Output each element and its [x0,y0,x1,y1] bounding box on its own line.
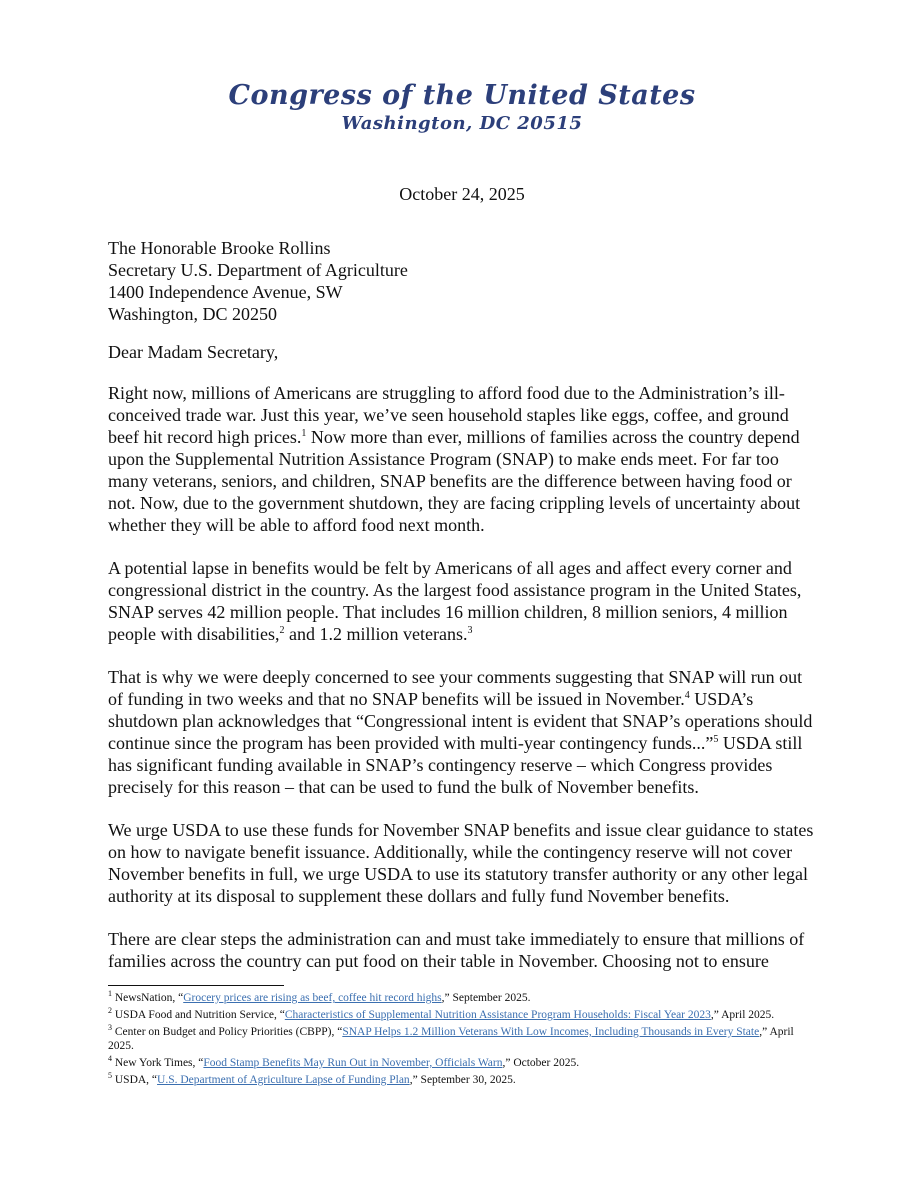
footnote-item [108,1025,820,1053]
recipient-street: 1400 Independence Avenue, SW [108,282,343,302]
footnote-number: 5 [108,1071,112,1080]
footnote-item [108,1008,820,1022]
footnote-source: Center on Budget and Policy Priorities (CBPP), “ [112,1026,343,1038]
recipient-title: Secretary U.S. Department of Agriculture [108,260,408,280]
footnote-divider [108,985,284,986]
footnote-item [108,1056,820,1070]
footnote-ref-3[interactable]: 3 [467,625,473,636]
footnote-date: ,” September 30, 2025. [409,1074,516,1086]
footnote-item [108,1073,820,1087]
footnote-number: 3 [108,1023,112,1032]
paragraph-4: We urge USDA to use these funds for November SNAP benefits and issue clear guidance to states on how to navigate benefit issuance. Additionally, while the contingency reserve will not cover November benefits in full, we urge USDA to use its statutory transfer authority or any other legal authority at its disposal to supplement these dollars and fully fund November benefits. [108,820,814,906]
recipient-name: The Honorable Brooke Rollins [108,238,331,258]
footnote-link[interactable]: Grocery prices are rising as beef, coffee hit record highs [183,992,442,1004]
paragraph-3-part-b: USDA’s shutdown plan acknowledges that “Congressional intent is evident that SNAP’s operations should continue since the program has been provided with multi-year contingency funds...” [108,689,813,753]
paragraph-2-part-b: and 1.2 million veterans. [284,624,468,644]
footnote-link[interactable]: Characteristics of Supplemental Nutrition Assistance Program Households: Fiscal Year 2023 [284,1009,711,1021]
paragraph-1-part-a: Right now, millions of Americans are struggling to afford food due to the Administration’s ill-conceived trade war. Just this year, we’ve seen household staples like eggs, coffee, and ground beef hit record high prices. [108,383,789,447]
footnote-number: 4 [108,1054,112,1063]
footnote-number: 1 [108,989,112,998]
footnote-ref-2[interactable]: 2 [279,625,285,636]
footnote-date: ,” September 2025. [441,992,531,1004]
recipient-city: Washington, DC 20250 [108,304,278,324]
paragraph-3 [108,666,820,798]
letterhead-address: Washington, DC 20515 [341,113,583,134]
footnote-link[interactable]: U.S. Department of Agriculture Lapse of Funding Plan [157,1074,410,1086]
salutation: Dear Madam Secretary, [108,342,279,362]
footnote-date: ,” April 2025. [108,1026,794,1052]
footnote-link[interactable]: SNAP Helps 1.2 Million Veterans With Low Incomes, Including Thousands in Every State [342,1026,760,1038]
footnote-source: New York Times, “ [112,1057,204,1069]
footnote-item [108,991,820,1005]
footnote-number: 2 [108,1006,112,1015]
footnotes [108,991,820,1090]
footnote-link[interactable]: Food Stamp Benefits May Run Out in November, Officials Warn [203,1057,503,1069]
paragraph-5: There are clear steps the administration can and must take immediately to ensure that millions of families across the country can put food on their table in November. Choosing not to ensure [108,929,805,971]
footnote-date: ,” April 2025. [710,1009,775,1021]
footnote-ref-4[interactable]: 4 [684,690,690,701]
paragraph-3-part-a: That is why we were deeply concerned to see your comments suggesting that SNAP will run out of funding in two weeks and that no SNAP benefits will be issued in November. [108,667,803,709]
footnote-source: USDA, “ [112,1074,158,1086]
footnote-date: ,” October 2025. [502,1057,580,1069]
paragraph-1-part-b: Now more than ever, millions of families across the country depend upon the Supplemental Nutrition Assistance Program (SNAP) to make ends meet. For far too many veterans, seniors, and children, SNAP benefits are the difference between having food or not. Now, due to the government shutdown, they are facing crippling levels of uncertainty about whether they will be able to afford food next month. [108,427,801,535]
letter-date: October 24, 2025 [399,184,525,204]
paragraph-1 [108,382,820,536]
paragraph-2 [108,557,820,645]
paragraph-3-part-c: USDA still has significant funding available in SNAP’s contingency reserve – which Congress provides precisely for this reason – that can be used to fund the bulk of November benefits. [108,733,803,797]
footnote-ref-1[interactable]: 1 [301,428,307,439]
footnote-source: NewsNation, “ [112,992,184,1004]
footnote-ref-5[interactable]: 5 [713,734,719,745]
footnote-source: USDA Food and Nutrition Service, “ [112,1009,285,1021]
letterhead-title: Congress of the United States [228,80,696,111]
paragraph-2-part-a: A potential lapse in benefits would be felt by Americans of all ages and affect every corner and congressional district in the country. As the largest food assistance program in the United States, SNAP serves 42 million people. That includes 16 million children, 8 million seniors, 4 million people with disabilities, [108,558,802,644]
recipient-address [108,237,408,325]
letter-body [108,382,820,993]
